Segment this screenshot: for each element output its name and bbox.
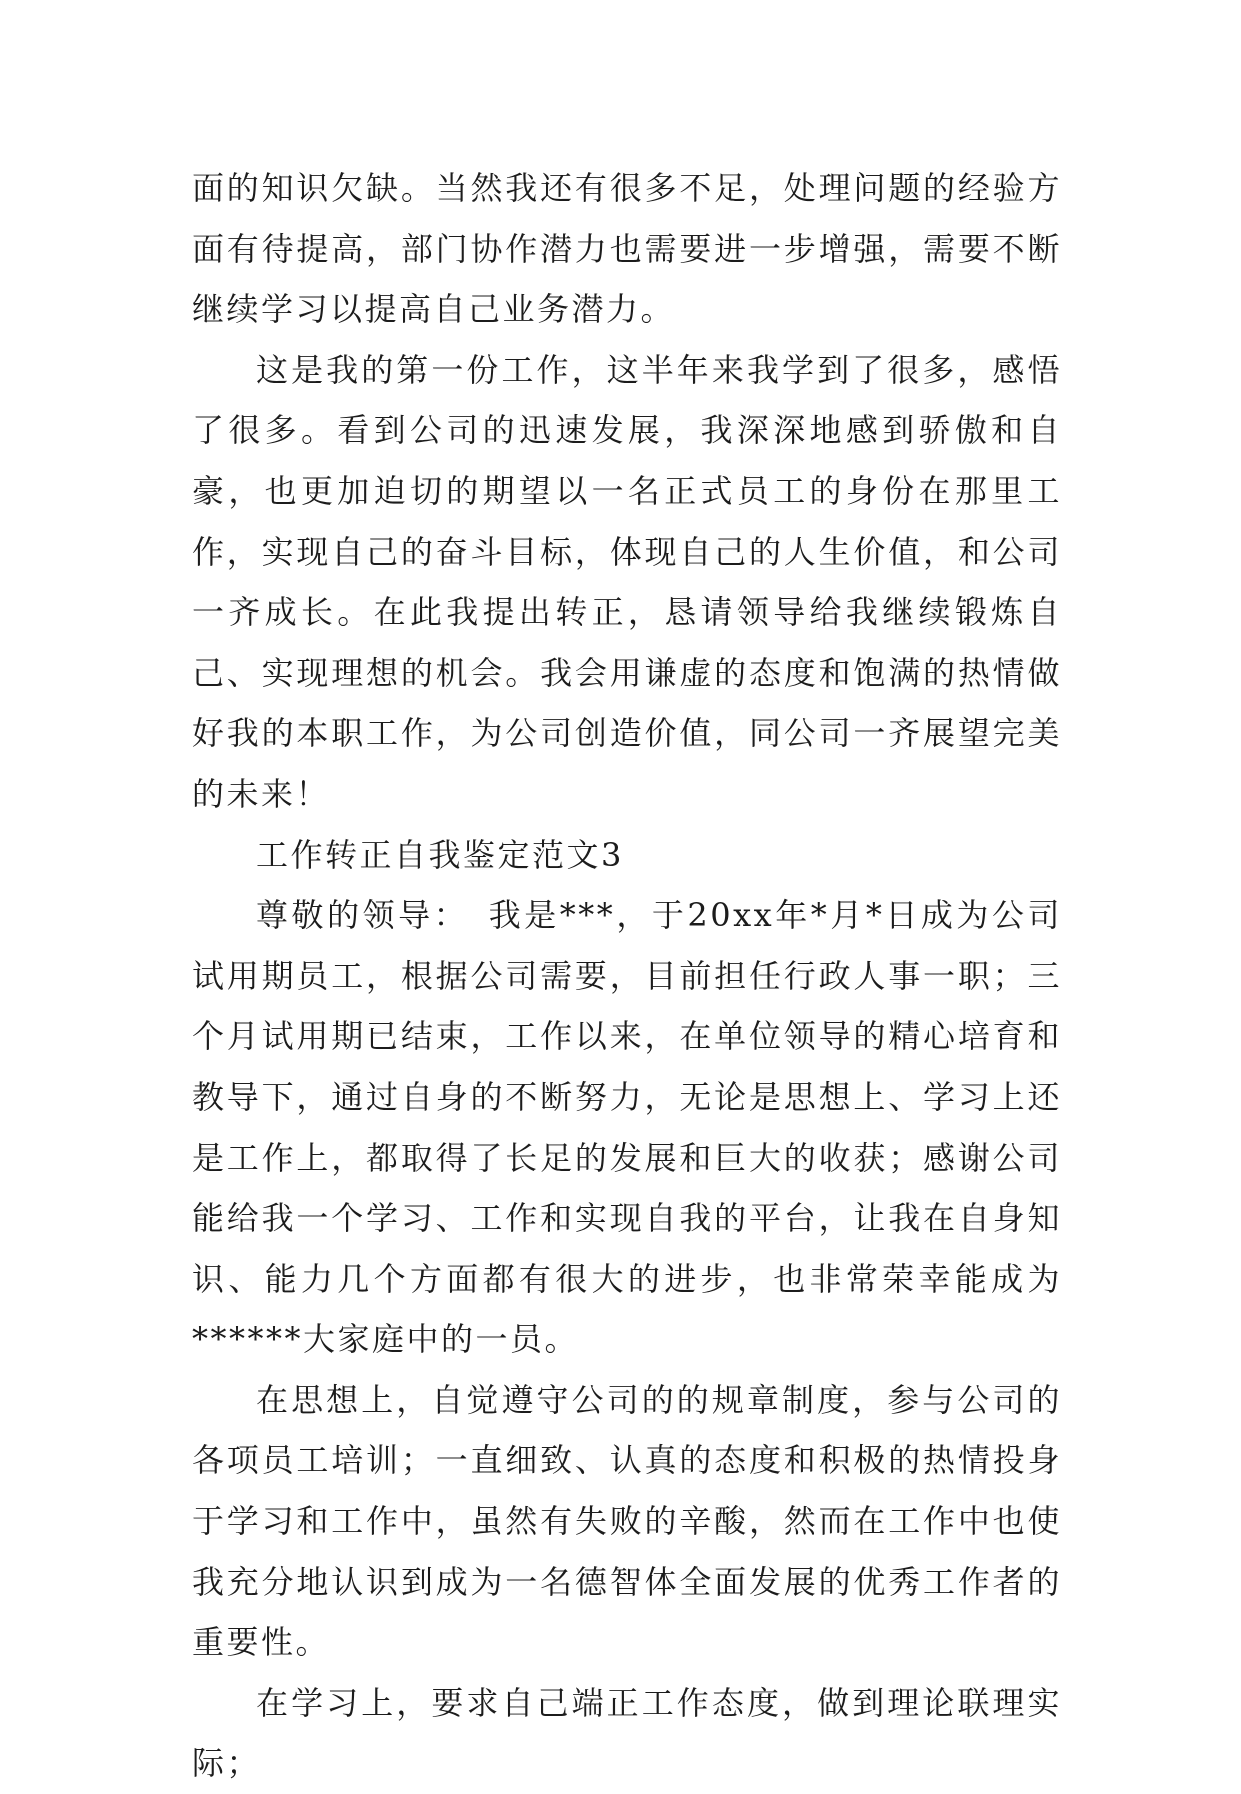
paragraph-first-job: 这是我的第一份工作，这半年来我学到了很多，感悟了很多。看到公司的迅速发展，我深深地感到骄傲和自豪，也更加迫切的期望以一名正式员工的身份在那里工作，实现自己的奋斗目标，体现自己的人生价值，和公司一齐成长。在此我提出转正，恳请领导给我继续锻炼自己、实现理想的机会。我会用谦虚的态度和饱满的热情做好我的本职工作，为公司创造价值，同公司一齐展望完美的未来！ [192,350,1062,813]
paragraph-thought: 在思想上，自觉遵守公司的的规章制度，参与公司的各项员工培训；一直细致、认真的态度和积极的热情投身于学习和工作中，虽然有失败的辛酸，然而在工作中也使我充分地认识到成为一名德智体全面发展的优秀工作者的重要性。 [192,1380,1062,1662]
paragraph-salutation: 尊敬的领导： 我是***，于20xx年*月*日成为公司试用期员工，根据公司需要，目前担任行政人事一职；三个月试用期已结束，工作以来，在单位领导的精心培育和教导下，通过自身的不断努力，无论是思想上、学习上还是工作上，都取得了长足的发展和巨大的收获；感谢公司能给我一个学习、工作和实现自我的平台，让我在自身知识、能力几个方面都有很大的进步，也非常荣幸能成为******大家庭中的一员。 [192,896,1062,1359]
section-heading: 工作转正自我鉴定范文3 [256,835,624,874]
paragraph-continuation: 面的知识欠缺。当然我还有很多不足，处理问题的经验方面有待提高，部门协作潜力也需要进一步增强，需要不断继续学习以提高自己业务潜力。 [192,169,1062,329]
paragraph-study: 在学习上，要求自己端正工作态度，做到理论联理实际； [192,1683,1062,1783]
document-body [192,158,1062,1794]
